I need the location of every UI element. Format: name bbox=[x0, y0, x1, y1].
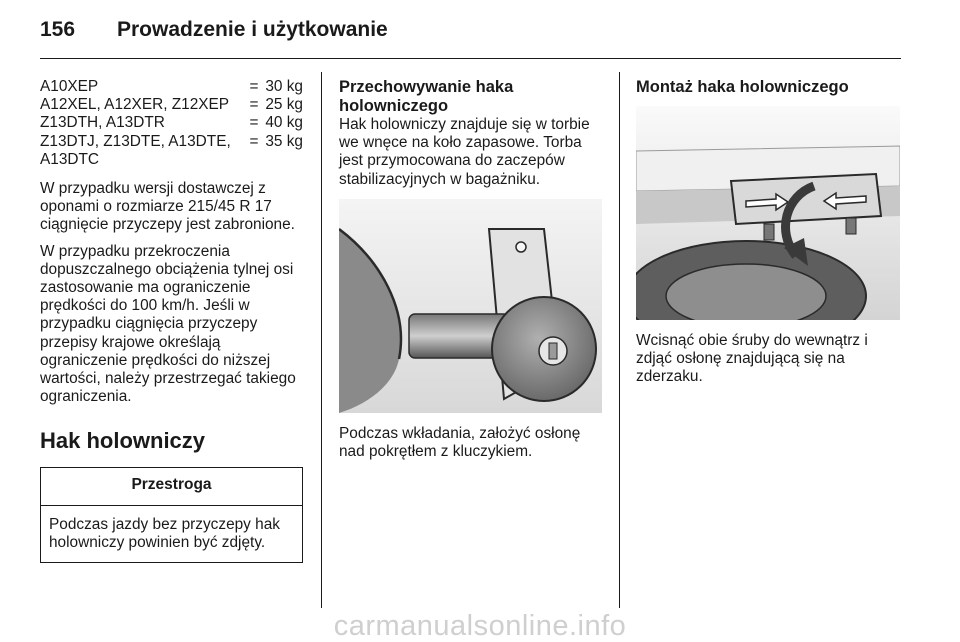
spec-row bbox=[40, 114, 303, 132]
spec-equals: = bbox=[249, 114, 259, 132]
column-divider-2 bbox=[619, 72, 620, 608]
spec-model: Z13DTJ, Z13DTE, A13DTE, A13DTC bbox=[40, 132, 231, 168]
spec-row bbox=[40, 133, 303, 169]
spec-value: 25 kg bbox=[265, 96, 303, 114]
column-divider-1 bbox=[321, 72, 322, 608]
storage-heading: Przechowywanie haka holowniczego bbox=[339, 78, 514, 115]
storage-caption: Podczas wkładania, założyć osłonę nad pokrętłem z kluczykiem. bbox=[339, 424, 581, 461]
header-rule bbox=[40, 58, 901, 59]
tow-hook-key-illustration bbox=[339, 199, 602, 413]
bumper-cover-drawing bbox=[636, 106, 900, 320]
spec-equals: = bbox=[249, 132, 259, 150]
van-tyre-paragraph: W przypadku wersji dostawczej z oponami o rozmiarze 215/45 R 17 ciągnięcie przyczepy jest zabronione. bbox=[40, 180, 295, 234]
spec-row bbox=[40, 78, 303, 96]
warning-title: Przestroga bbox=[41, 468, 302, 505]
mounting-heading: Montaż haka holowniczego bbox=[636, 78, 849, 96]
spec-model: A10XEP bbox=[40, 78, 99, 95]
spec-value: 30 kg bbox=[265, 78, 303, 95]
tow-hook-key-drawing bbox=[339, 199, 602, 413]
spec-value: 40 kg bbox=[265, 114, 303, 132]
running-title: Prowadzenie i użytkowanie bbox=[117, 18, 388, 41]
watermark: carmanualsonline.info bbox=[333, 610, 627, 642]
mounting-caption: Wcisnąć obie śruby do wewnątrz i zdjąć osłonę znajdującą się na zderzaku. bbox=[636, 332, 868, 386]
axle-load-paragraph: W przypadku przekroczenia dopuszczalnego obciążenia tylnej osi zastosowanie ma ograniczenie prędkości do 100 km/h. Jeśli w przypadku ciągnięcia przyczepy przepisy krajowe określają ograniczenie prędkości do niższej wartości, należy przestrzegać takiego ograniczenia. bbox=[40, 242, 296, 406]
load-spec-table bbox=[40, 78, 303, 169]
warning-text: Podczas jazdy bez przyczepy hak holowniczy powinien być zdjęty. bbox=[49, 515, 280, 551]
column-1 bbox=[40, 78, 303, 563]
column-2 bbox=[339, 78, 602, 461]
spec-value: 35 kg bbox=[265, 132, 303, 150]
spec-equals: = bbox=[249, 96, 259, 114]
spec-model: Z13DTH, A13DTR bbox=[40, 114, 165, 132]
storage-paragraph: Hak holowniczy znajduje się w torbie we wnęce na koło zapasowe. Torba jest przymocowana do zaczepów stabilizacyjnych w bagażniku. bbox=[339, 116, 590, 188]
column-3 bbox=[636, 78, 900, 387]
spec-equals: = bbox=[249, 78, 259, 95]
section-heading: Hak holowniczy bbox=[40, 428, 206, 454]
bumper-cover-illustration bbox=[636, 106, 900, 320]
page-number: 156 bbox=[40, 18, 76, 41]
warning-box bbox=[40, 467, 303, 563]
spec-row bbox=[40, 96, 303, 114]
spec-model: A12XEL, A12XER, Z12XEP bbox=[40, 96, 230, 114]
page-header bbox=[40, 18, 388, 48]
